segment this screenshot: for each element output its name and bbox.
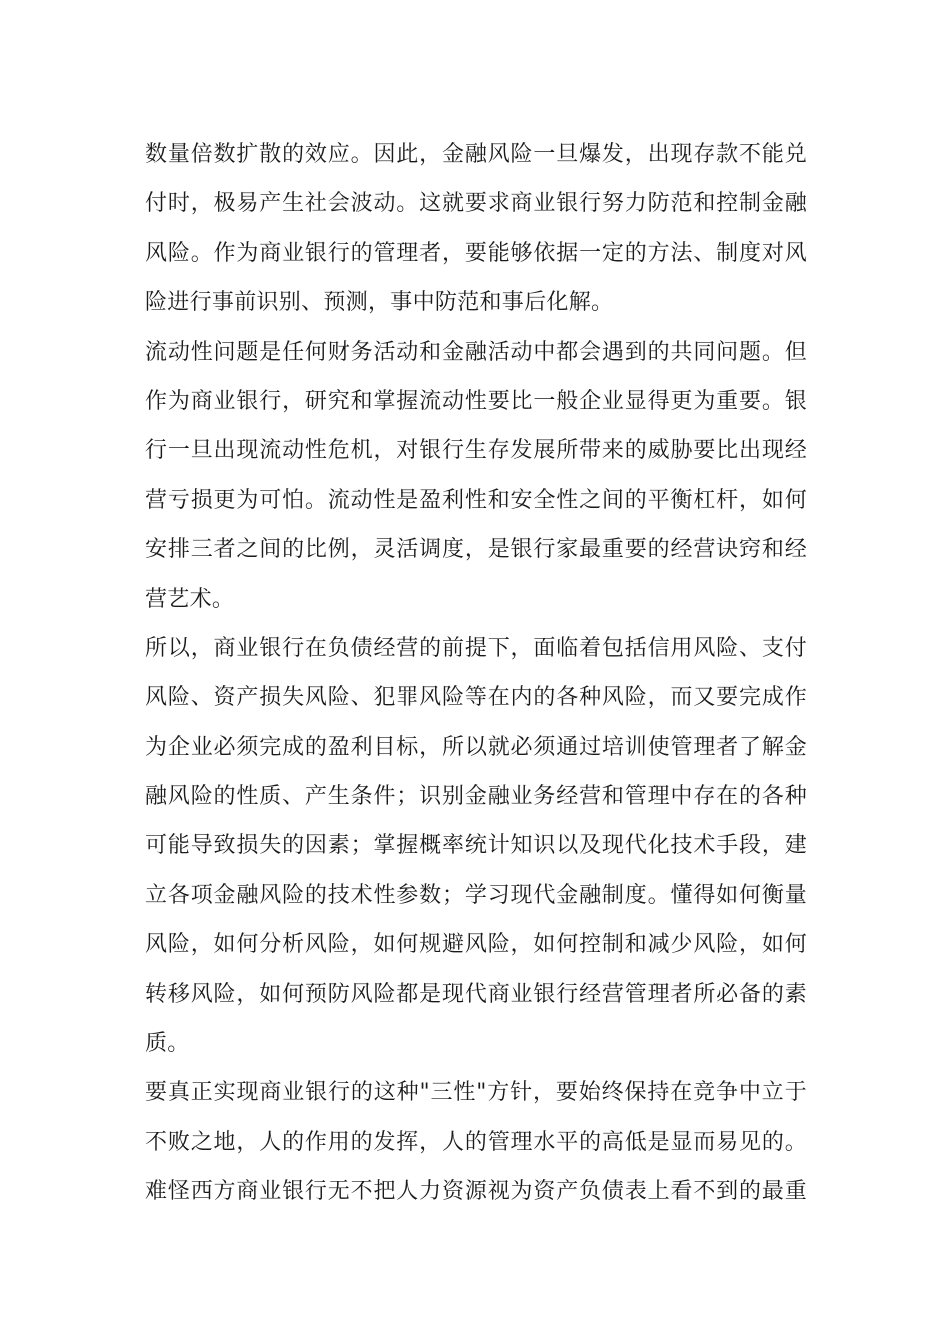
text-line: 作为商业银行，研究和掌握流动性要比一般企业显得更为重要。银 — [145, 388, 807, 414]
text-line: 行一旦出现流动性危机，对银行生存发展所带来的威胁要比出现经 — [145, 438, 807, 464]
text-line: 风险，如何分析风险，如何规避风险，如何控制和减少风险，如何 — [145, 932, 807, 958]
text-line: 营艺术。 — [145, 586, 235, 612]
text-line: 风险。作为商业银行的管理者，要能够依据一定的方法、制度对风 — [145, 240, 807, 266]
text-line: 流动性问题是任何财务活动和金融活动中都会遇到的共同问题。但 — [145, 339, 807, 365]
text-line: 付时，极易产生社会波动。这就要求商业银行努力防范和控制金融 — [145, 191, 807, 217]
text-line: 质。 — [145, 1031, 190, 1057]
text-line: 险进行事前识别、预测，事中防范和事后化解。 — [145, 290, 614, 316]
text-line: 风险、资产损失风险、犯罪风险等在内的各种风险，而又要完成作 — [145, 685, 807, 711]
text-line: 可能导致损失的因素；掌握概率统计知识以及现代化技术手段，建 — [145, 833, 807, 859]
text-line: 立各项金融风险的技术性参数；学习现代金融制度。懂得如何衡量 — [145, 882, 807, 908]
text-line: 不败之地，人的作用的发挥，人的管理水平的高低是显而易见的。 — [145, 1129, 807, 1155]
text-line: 安排三者之间的比例，灵活调度，是银行家最重要的经营诀窍和经 — [145, 537, 807, 563]
text-line: 数量倍数扩散的效应。因此，金融风险一旦爆发，出现存款不能兑 — [145, 142, 807, 167]
text-line: 难怪西方商业银行无不把人力资源视为资产负债表上看不到的最重 — [145, 1179, 807, 1205]
text-line: 融风险的性质、产生条件；识别金融业务经营和管理中存在的各种 — [145, 784, 807, 810]
text-line: 为企业必须完成的盈利目标，所以就必须通过培训使管理者了解金 — [145, 734, 807, 760]
text-line: 营亏损更为可怕。流动性是盈利性和安全性之间的平衡杠杆，如何 — [145, 487, 807, 513]
text-line: 要真正实现商业银行的这种"三性"方针，要始终保持在竞争中立于 — [145, 1080, 807, 1106]
text-line: 所以，商业银行在负债经营的前提下，面临着包括信用风险、支付 — [145, 635, 807, 661]
text-line: 转移风险，如何预防风险都是现代商业银行经营管理者所必备的素 — [145, 981, 807, 1007]
document-body — [145, 130, 807, 1217]
